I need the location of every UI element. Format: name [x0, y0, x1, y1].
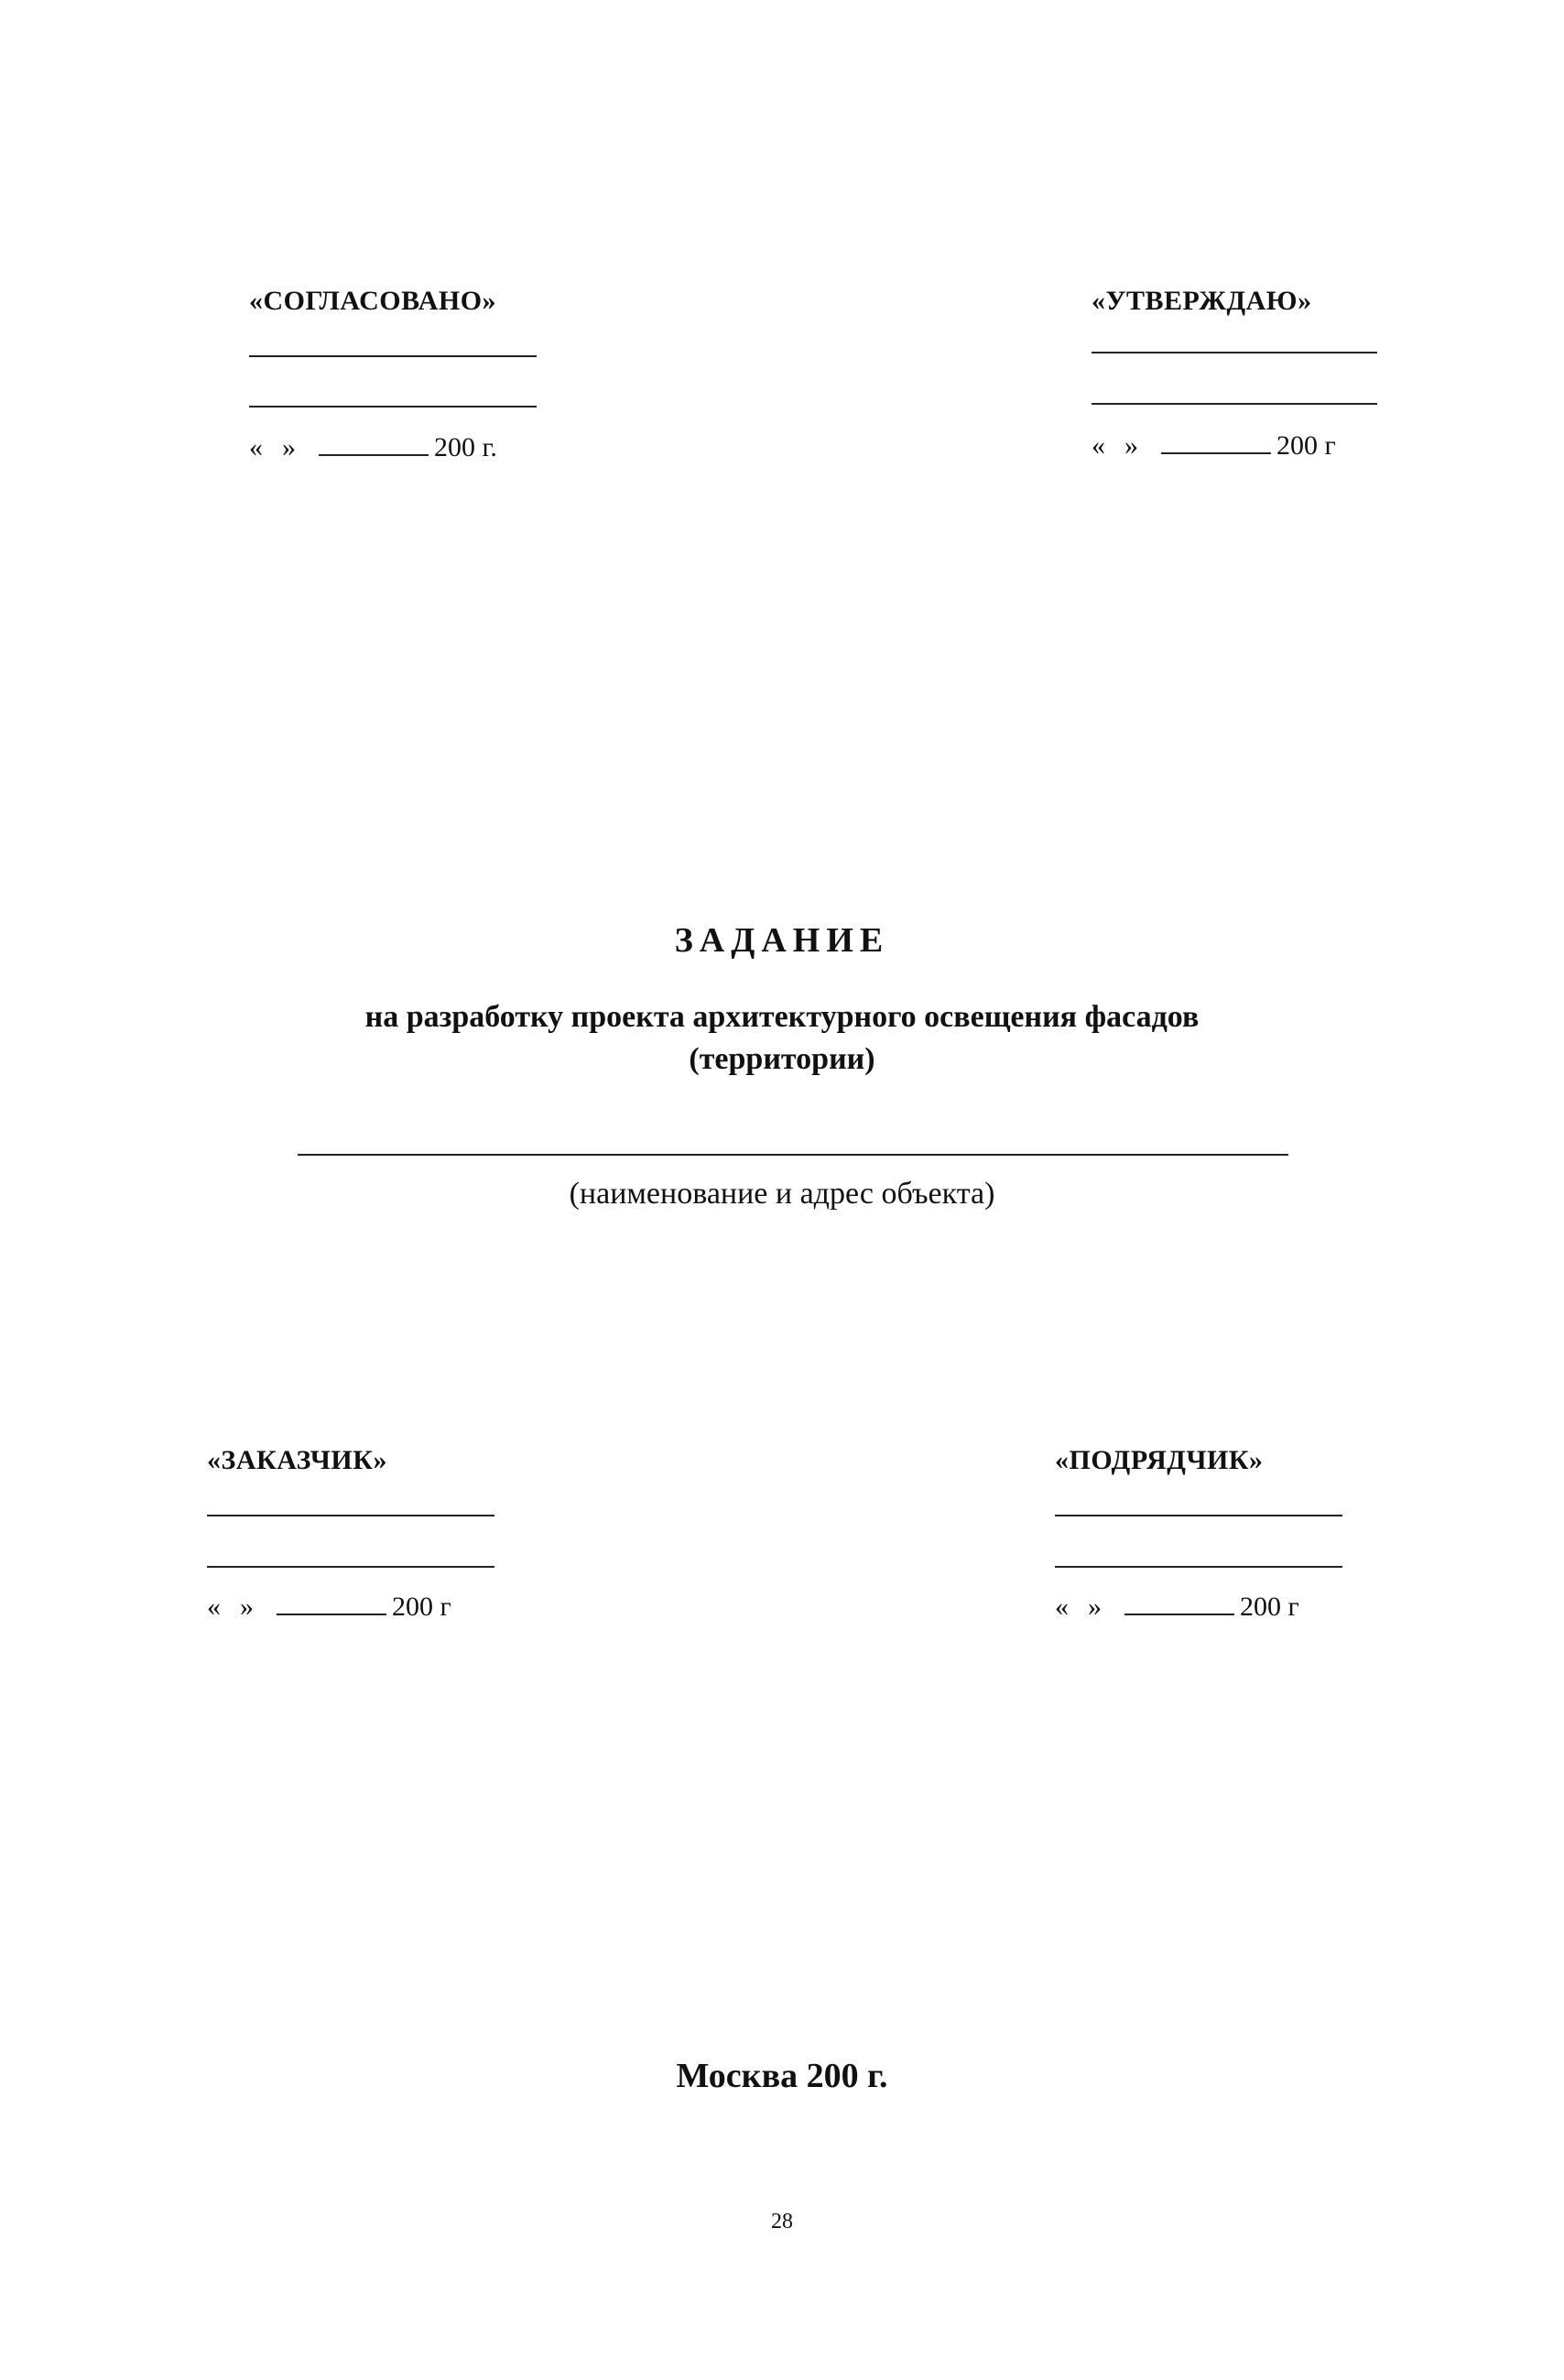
- approve-year: 200 г: [1276, 430, 1336, 461]
- agreed-date-blank: [319, 430, 429, 456]
- document-subtitle: [0, 996, 1564, 1081]
- customer-year: 200 г: [392, 1592, 451, 1622]
- contractor-date-blank: [1124, 1590, 1234, 1615]
- approve-signature-line-2: [1092, 403, 1377, 405]
- agreed-title: «СОГЛАСОВАНО»: [249, 286, 497, 316]
- customer-title: «ЗАКАЗЧИК»: [207, 1445, 387, 1475]
- approve-title: «УТВЕРЖДАЮ»: [1092, 286, 1312, 316]
- approve-signature-line-1: [1092, 352, 1377, 353]
- approve-date-blank: [1161, 429, 1271, 454]
- document-subtitle-line-2: (территории): [689, 1042, 875, 1076]
- contractor-signature-block: [1055, 1445, 1366, 1622]
- approve-date: [1092, 429, 1336, 462]
- customer-date-blank: [277, 1590, 386, 1615]
- agreed-signature-line-1: [249, 355, 537, 357]
- contractor-year: 200 г: [1240, 1592, 1299, 1622]
- document-title: ЗАДАНИЕ: [674, 921, 890, 960]
- approve-signature-block: [1092, 286, 1403, 461]
- contractor-open-quote: «: [1055, 1592, 1069, 1622]
- agreed-signature-block: [249, 286, 560, 462]
- agreed-signature-line-2: [249, 406, 537, 408]
- customer-signature-block: [207, 1445, 518, 1622]
- page-number: 28: [771, 2210, 793, 2233]
- customer-signature-line-2: [207, 1566, 494, 1568]
- approve-open-quote: «: [1092, 430, 1105, 461]
- agreed-year: 200 г.: [434, 432, 497, 462]
- object-name-line: [298, 1154, 1288, 1156]
- agreed-close-quote: »: [282, 432, 296, 462]
- customer-open-quote: «: [207, 1592, 221, 1622]
- contractor-date: [1055, 1590, 1299, 1623]
- contractor-close-quote: »: [1088, 1592, 1102, 1622]
- approve-close-quote: »: [1124, 430, 1138, 461]
- contractor-title: «ПОДРЯДЧИК»: [1055, 1445, 1264, 1475]
- contractor-signature-line-2: [1055, 1566, 1342, 1568]
- agreed-date: [249, 430, 497, 463]
- customer-date: [207, 1590, 451, 1623]
- object-caption: (наименование и адрес объекта): [569, 1177, 995, 1211]
- city-year: Москва 200 г.: [676, 2057, 888, 2095]
- contractor-signature-line-1: [1055, 1515, 1342, 1516]
- customer-close-quote: »: [240, 1592, 254, 1622]
- agreed-open-quote: «: [249, 432, 263, 462]
- document-subtitle-line-1: на разработку проекта архитектурного освещения фасадов: [364, 1000, 1200, 1034]
- customer-signature-line-1: [207, 1515, 494, 1516]
